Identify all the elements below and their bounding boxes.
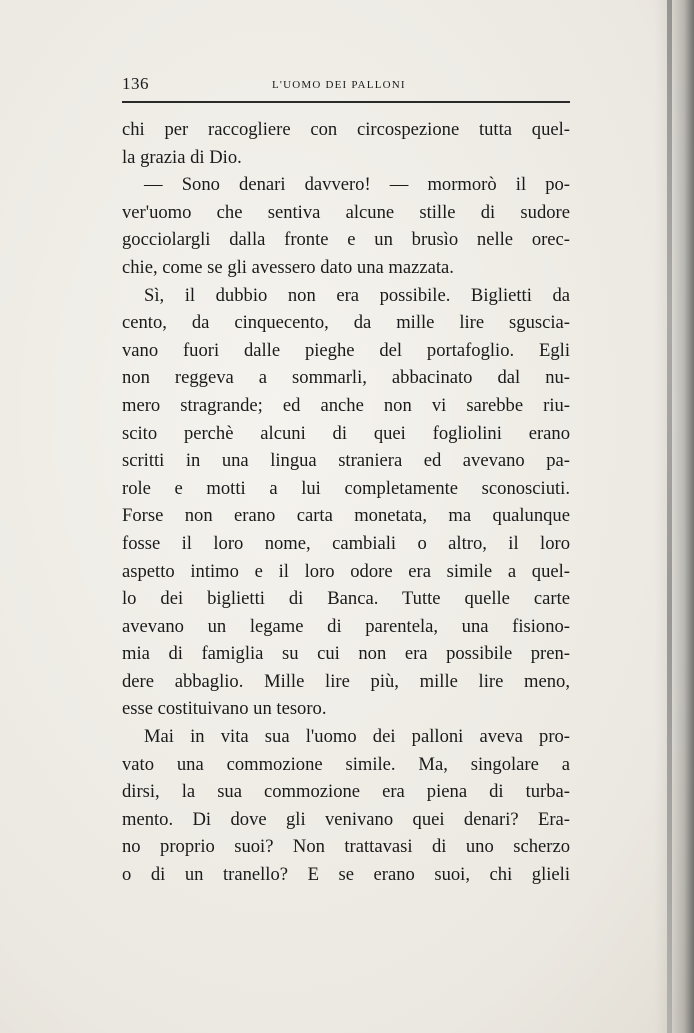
page-header	[122, 74, 570, 98]
text-line: o di un tranello? E se erano suoi, chi glieli	[122, 864, 570, 886]
page-edge-shadow	[654, 0, 694, 1033]
text-line: — Sono denari davvero! — mormorò il po-	[144, 174, 570, 196]
text-line: chie, come se gli avessero dato una mazzata.	[122, 256, 454, 278]
text-line: Forse non erano carta monetata, ma qualunque	[122, 505, 570, 527]
text-line: esse costituivano un tesoro.	[122, 698, 327, 720]
text-line: chi per raccogliere con circospezione tutta quel-	[122, 119, 570, 140]
text-line: role e motti a lui completamente sconosciuti.	[122, 477, 570, 499]
text-line: mero stragrande; ed anche non vi sarebbe riu-	[122, 394, 570, 416]
text-line: fosse il loro nome, cambiali o altro, il loro	[122, 532, 570, 554]
text-line: mia di famiglia su cui non era possibile pren-	[122, 643, 570, 665]
text-line: ver'uomo che sentiva alcune stille di sudore	[122, 201, 570, 223]
text-line: gocciolargli dalla fronte e un brusìo nelle orec-	[122, 229, 570, 251]
text-line: cento, da cinquecento, da mille lire sguscia-	[122, 312, 570, 334]
page-edge-line	[667, 0, 672, 1033]
text-line: scritti in una lingua straniera ed avevano pa-	[122, 450, 570, 472]
text-line: lo dei biglietti di Banca. Tutte quelle carte	[122, 588, 570, 610]
running-head: L'UOMO DEI PALLONI	[272, 79, 406, 91]
text-line: no proprio suoi? Non trattavasi di uno scherzo	[122, 836, 570, 858]
header-rule	[122, 101, 570, 103]
page-number: 136	[122, 74, 149, 93]
text-line: dere abbaglio. Mille lire più, mille lire meno,	[122, 670, 570, 692]
text-line: scito perchè alcuni di quei fogliolini erano	[122, 422, 570, 444]
text-line: non reggeva a sommarli, abbacinato dal nu-	[122, 367, 570, 389]
text-line: dirsi, la sua commozione era piena di turba-	[122, 781, 570, 803]
body-text	[122, 116, 570, 889]
text-line: mento. Di dove gli venivano quei denari? Era-	[122, 808, 570, 830]
text-line: Mai in vita sua l'uomo dei palloni aveva pro-	[144, 726, 570, 748]
text-line: vato una commozione simile. Ma, singolare a	[122, 753, 570, 775]
text-line: vano fuori dalle pieghe del portafoglio. Egli	[122, 339, 570, 361]
text-line: Sì, il dubbio non era possibile. Biglietti da	[144, 284, 570, 306]
text-line: la grazia di Dio.	[122, 146, 242, 168]
text-line: avevano un legame di parentela, una fisiono-	[122, 615, 570, 637]
text-line: aspetto intimo e il loro odore era simile a quel-	[122, 560, 570, 582]
